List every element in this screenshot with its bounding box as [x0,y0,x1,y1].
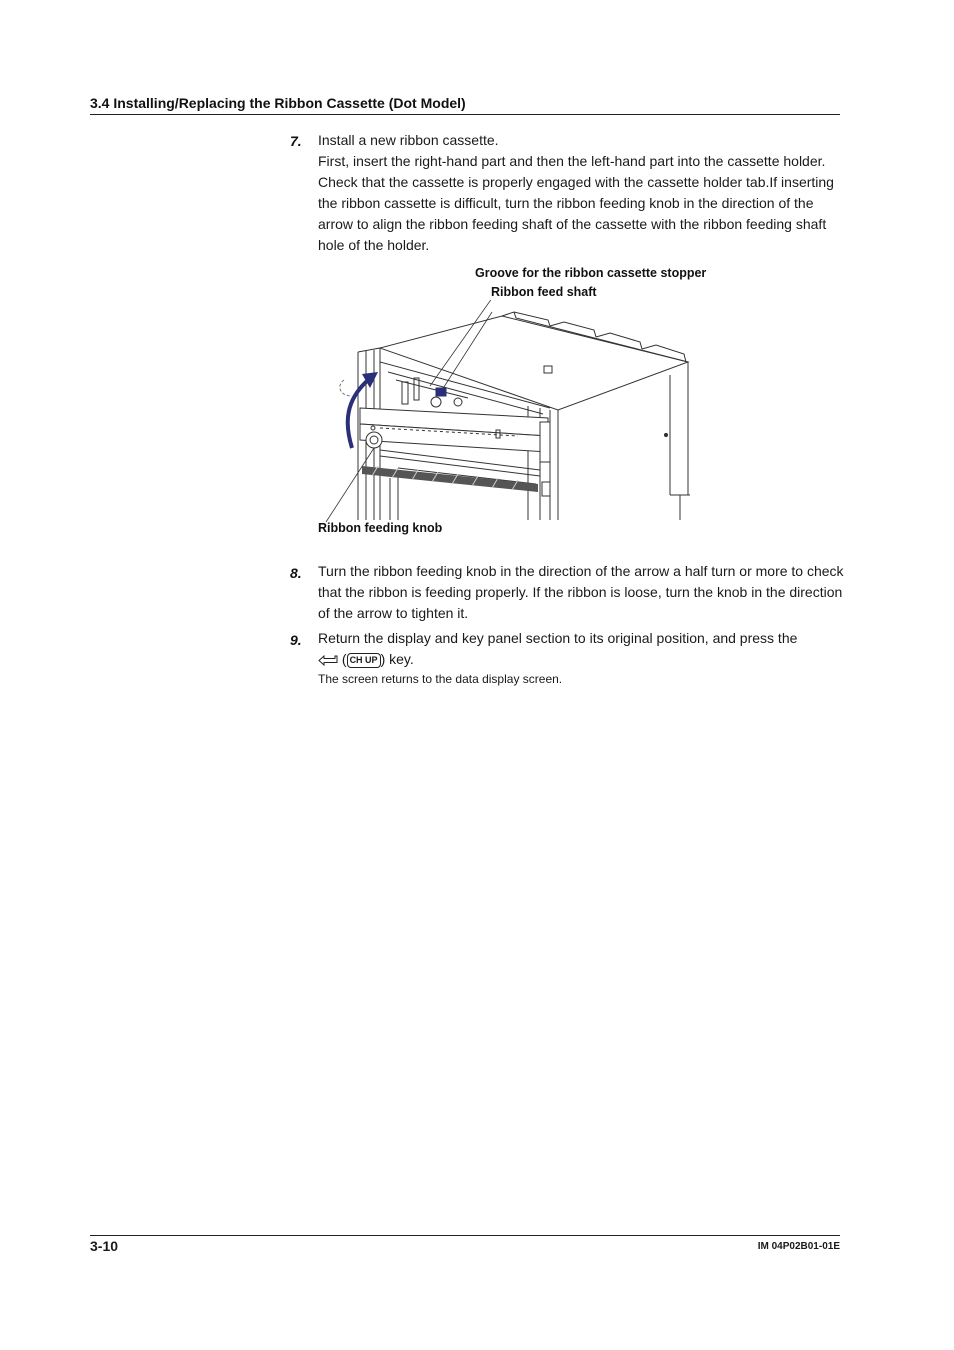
step-8-body [318,561,844,624]
enter-key-icon [318,655,338,666]
step-9-note: The screen returns to the data display screen. [318,672,563,686]
key-paren-open: ( [338,651,347,667]
header-divider [90,114,840,115]
step-7-body [318,130,844,256]
key-paren-close: ) key. [380,651,414,667]
callout-knob: Ribbon feeding knob [318,521,443,535]
ch-up-key-icon: CH UP [347,653,381,668]
page-number: 3-10 [90,1238,119,1254]
ribbon-cassette-figure [318,300,718,522]
step-7-line-2: First, insert the right-hand part and then the left-hand part into the cassette holder. Check that the cassette is properly engaged with the cassette holder tab.If inserting the ribbon cassette is difficult, turn the ribbon feeding knob in the direction of the arrow to align the ribbon feeding shaft of the cassette with the ribbon feeding shaft hole of the holder. [318,153,834,253]
callout-shaft: Ribbon feed shaft [491,285,597,299]
step-7-line-1: Install a new ribbon cassette. [318,132,499,148]
document-id: IM 04P02B01-01E [757,1241,840,1252]
footer-divider [90,1235,840,1236]
step-7-number: 7. [290,133,302,149]
step-8-text: Turn the ribbon feeding knob in the direction of the arrow a half turn or more to check that the ribbon is feeding properly. If the ribbon is loose, turn the knob in the direction of the arrow to tighten it. [318,563,844,621]
step-9-key-line [318,649,844,670]
step-9-text: Return the display and key panel section to its original position, and press the [318,630,798,646]
callout-groove: Groove for the ribbon cassette stopper [475,266,707,280]
section-title: 3.4 Installing/Replacing the Ribbon Cassette (Dot Model) [90,95,466,111]
step-8-number: 8. [290,565,302,581]
step-9-body [318,628,844,688]
step-9-number: 9. [290,632,302,648]
